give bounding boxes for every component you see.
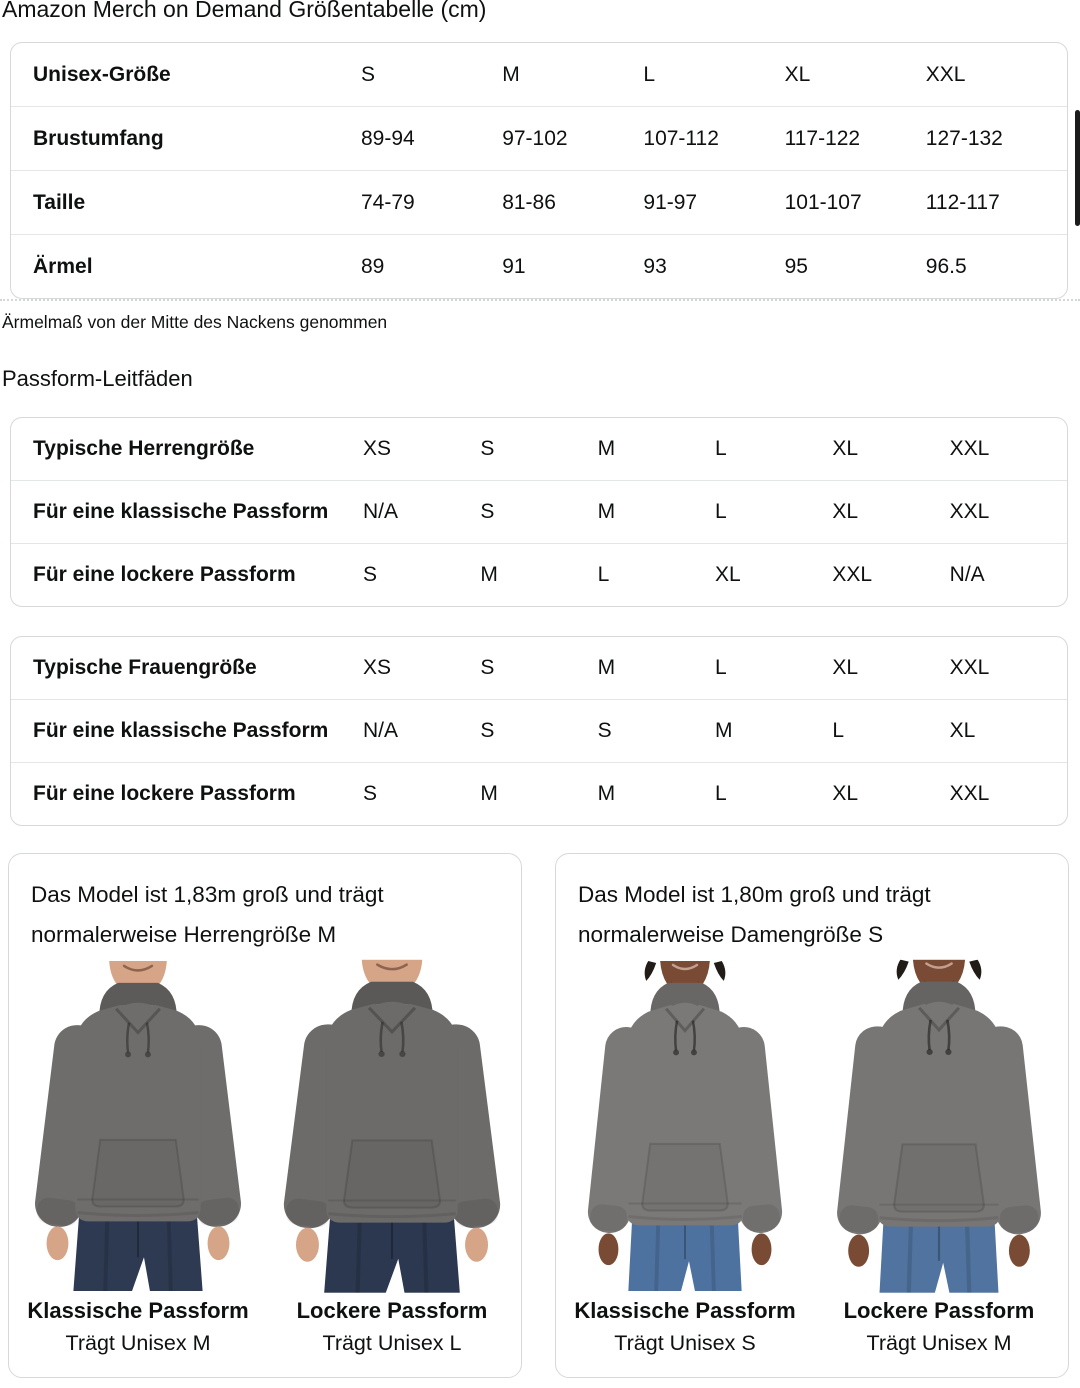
- table-cell: 93: [643, 254, 667, 278]
- table-cell: L: [832, 719, 845, 742]
- table-cell: S: [361, 62, 376, 86]
- mens-fit-table: [10, 417, 1068, 607]
- figure-subtitle: Trägt Unisex S: [614, 1331, 756, 1355]
- table-cell: 95: [784, 254, 808, 278]
- mens-fit-card: [8, 853, 522, 1378]
- figure-subtitle: Trägt Unisex M: [866, 1331, 1012, 1355]
- figure-title: Klassische Passform: [27, 1298, 249, 1323]
- table-row: [11, 637, 1067, 699]
- table-cell: S: [480, 656, 495, 679]
- table-cell: 117-122: [784, 126, 861, 150]
- table-cell: 89: [361, 254, 385, 278]
- table-cell: N/A: [363, 719, 399, 742]
- sleeve-note: Ärmelmaß von der Mitte des Nackens genommen: [2, 312, 388, 332]
- row-label: Typische Herrengröße: [33, 437, 255, 460]
- table-cell: L: [597, 563, 610, 586]
- table-cell: S: [480, 719, 495, 742]
- table-cell: XL: [832, 782, 859, 805]
- card-heading: Das Model ist 1,83m groß und trägt normalerweise Herrengröße M: [31, 882, 384, 947]
- figure-title: Lockere Passform: [843, 1298, 1035, 1323]
- table-cell: L: [715, 782, 727, 805]
- card-heading: Das Model ist 1,80m groß und trägt normalerweise Damengröße S: [578, 882, 931, 947]
- figure-title: Lockere Passform: [296, 1298, 488, 1323]
- table-cell: M: [597, 656, 616, 679]
- table-cell: 97-102: [502, 126, 568, 150]
- table-cell: 127-132: [925, 126, 1003, 150]
- row-label: Für eine klassische Passform: [33, 719, 329, 742]
- table-cell: S: [363, 563, 378, 586]
- model-figure-loose: [822, 961, 1056, 1360]
- table-row: [11, 762, 1067, 825]
- table-cell: 91: [502, 254, 526, 278]
- table-cell: S: [480, 437, 495, 460]
- model-figure-loose: [275, 961, 509, 1360]
- table-cell: XS: [363, 656, 392, 679]
- table-cell: M: [480, 782, 498, 805]
- row-label: Unisex-Größe: [33, 62, 171, 86]
- table-cell: 81-86: [502, 190, 556, 214]
- table-cell: 89-94: [361, 126, 415, 150]
- table-row: [11, 170, 1067, 234]
- hoodie-model-image: [22, 961, 254, 1291]
- table-row: [11, 106, 1067, 170]
- table-cell: N/A: [363, 500, 399, 523]
- row-label: Taille: [33, 190, 86, 214]
- table-row: [11, 480, 1067, 543]
- table-cell: L: [715, 500, 727, 523]
- table-cell: M: [597, 782, 616, 805]
- figure-subtitle: Trägt Unisex L: [322, 1331, 462, 1355]
- table-cell: 91-97: [643, 190, 698, 214]
- model-figures: [556, 955, 1068, 1360]
- table-cell: XL: [832, 437, 859, 460]
- table-cell: S: [363, 782, 378, 805]
- row-label: Für eine lockere Passform: [33, 563, 296, 586]
- table-cell: M: [597, 500, 616, 523]
- table-cell: XL: [832, 500, 859, 523]
- table-cell: M: [502, 62, 520, 86]
- table-cell: XL: [784, 62, 811, 86]
- table-row: [11, 699, 1067, 762]
- table-cell: 112-117: [925, 190, 1000, 214]
- table-cell: 107-112: [643, 126, 719, 150]
- hoodie-model-image: [270, 960, 514, 1293]
- table-cell: L: [643, 62, 656, 86]
- unisex-size-table: [10, 42, 1068, 299]
- table-row: [11, 418, 1067, 480]
- table-cell: 74-79: [361, 190, 415, 214]
- table-row: [11, 234, 1067, 298]
- table-cell: S: [597, 719, 612, 742]
- table-cell: S: [480, 500, 495, 523]
- table-cell: XXL: [949, 437, 990, 460]
- table-row: [11, 543, 1067, 606]
- womens-fit-table: [10, 636, 1068, 826]
- table-cell: 101-107: [784, 190, 862, 214]
- row-label: Ärmel: [33, 254, 93, 278]
- section-title-passform: Passform-Leitfäden: [2, 366, 193, 391]
- table-cell: M: [715, 719, 733, 742]
- page-title: Amazon Merch on Demand Größentabelle (cm): [2, 0, 487, 22]
- figure-title: Klassische Passform: [574, 1298, 796, 1323]
- womens-fit-card: [555, 853, 1069, 1378]
- row-label: Für eine klassische Passform: [33, 500, 329, 523]
- table-cell: N/A: [949, 563, 985, 586]
- row-label: Typische Frauengröße: [33, 656, 257, 679]
- table-cell: L: [715, 656, 727, 679]
- table-cell: XXL: [832, 563, 873, 586]
- table-cell: XXL: [949, 500, 990, 523]
- model-figure-classic: [568, 961, 802, 1360]
- table-cell: XXL: [925, 62, 966, 86]
- table-cell: XL: [832, 656, 859, 679]
- table-cell: L: [715, 437, 727, 460]
- table-cell: XXL: [949, 656, 990, 679]
- table-cell: XL: [715, 563, 741, 586]
- table-cell: XL: [949, 719, 976, 742]
- model-figures: [9, 955, 521, 1360]
- page-scrollbar-thumb[interactable]: [1075, 110, 1080, 226]
- table-cell: M: [480, 563, 498, 586]
- table-cell: M: [597, 437, 616, 460]
- hoodie-model-image: [817, 960, 1061, 1293]
- figure-subtitle: Trägt Unisex M: [65, 1331, 211, 1355]
- table-scroll-track[interactable]: [0, 299, 1080, 301]
- table-cell: XS: [363, 437, 392, 460]
- row-label: Brustumfang: [33, 126, 164, 150]
- row-label: Für eine lockere Passform: [33, 782, 296, 805]
- table-row: [11, 43, 1067, 106]
- table-cell: 96.5: [925, 254, 967, 278]
- model-figure-classic: [21, 961, 255, 1360]
- table-cell: XXL: [949, 782, 990, 805]
- hoodie-model-image: [569, 961, 801, 1291]
